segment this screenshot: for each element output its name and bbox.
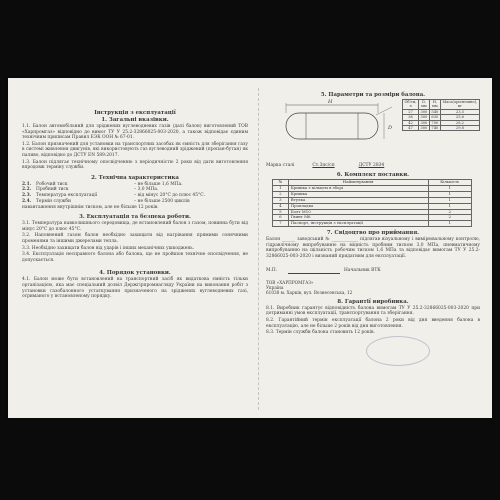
dimensions-cell: 300 [418,126,429,131]
dimensions-header-cell: H, мм [429,100,440,110]
company-country: Україна [266,285,284,291]
section-1-title: 1. Загальні вказівки. [101,117,169,123]
kit-cell: 1 [428,197,471,203]
spec-note: навантаження внутрішнім тиском, але не більше 12 років. [22,204,159,210]
dimensions-cell: 27 [403,109,419,114]
cylinder-figure [266,99,480,155]
kit-cell: 6 [273,215,289,221]
spec-row [22,199,248,205]
left-column [22,88,248,301]
company-address: 61038 м. Харків, вул. Вознесенська, 12 [266,290,353,296]
spec-value: – від мінус 20°С до плюс 45°С. [134,193,205,199]
dimensions-cell: 540 [429,109,440,114]
spec-list [22,182,248,205]
spec-label: Робочий тиск [36,181,68,187]
kit-cell: Болт М10 [288,209,428,215]
kit-cell: 5 [273,209,289,215]
dimensions-cell: 700 [429,120,440,125]
kit-cell: 2 [428,215,471,221]
kit-cell: 1 [428,191,471,197]
dimensions-cell: 300 [418,115,429,120]
dimensions-cell: 300 [418,120,429,125]
kit-cell: 1 [428,185,471,191]
kit-cell: 7 [273,221,289,227]
kit-cell: Прокладка [288,203,428,209]
paragraph-1-3: 1.3. Балон підлягає технічному опосвідченню з періодичністю 2 роки від дати виготовлення впродовж терміну служби. [22,159,248,171]
dimensions-cell: 740 [429,126,440,131]
cylinder-drawing [266,101,396,155]
spec-number: 2.3. [22,193,32,199]
kit-cell: Кришка з кільцем в зборі [288,185,428,191]
section-4-title: 4. Порядок установки. [99,270,171,277]
kit-cell: 3 [273,197,289,203]
steel-standard: ДСТУ 2834 [358,163,385,168]
dimension-d-label: D [388,125,393,131]
kit-table [272,179,472,227]
document-title: Інструкція з експлуатації [94,110,176,116]
company-name: ТОВ «ХАРПРОМГАЗ» [266,279,314,285]
spec-value: – не більше 2500 циклів [134,198,190,204]
kit-cell: Гвинт М6 [288,215,428,221]
paragraph-3-4: 3.4. Експлуатація несправного балона або балона, що не пройшов технічне опосвідчення, не допускається. [22,252,248,263]
paragraph-4-1: 4.1. Балон може бути встановлений на транспортний засіб як видаткова ємність тільки організацією, яка має спеціальний дозвіл Держгірпромнагляду України на виконання робіт з установки газобалонного устаткування призначеного на зріджених вуглеводневих газі, отриманого у встановленому порядку. [22,277,248,300]
paragraph-8-3: 8.3. Термін служби балона становить 12 років. [266,330,375,336]
dimensions-cell: 29,8 [440,126,479,131]
dimensions-header-cell: D, мм [418,100,429,110]
paragraph-8-1: 8.1. Виробник гарантує відповідність балона вимогам ТУ У 25.2-32866025-003-2020 при дотриманні умов експлуатації, транспортування та зберігання. [266,305,480,317]
paragraph-3-1: 3.1. Температура навколишнього середовища, де встановлений балон з газом, повинна бути від мінус 20°С до плюс 45°С. [22,221,248,232]
kit-cell: Паспорт, інструкція з експлуатації [288,221,428,227]
dimensions-header-cell: Об'єм, л [404,100,417,109]
seal-mark: М.П. [266,267,278,273]
steel-grade-label: Марка сталі [266,163,295,168]
kit-cell: 2 [428,209,471,215]
dimensions-cell: 28,2 [440,120,479,125]
spec-label: Пробний тиск [36,187,69,193]
kit-cell: 1 [428,221,471,227]
paragraph-1-1: 1.1. Балон автомобільний для зріджених вуглеводневих газів (далі балон) виготовлений ТОВ «Харпромгаз» відповідно до вимог ТУ У 25.2-32866025-003-2020, а також відповідає єдиним технічним приписам Правил ЕЭК ООН № 67-01. [22,124,248,141]
spec-number: 2.4. [22,198,32,204]
dimensions-cell: 25,6 [440,115,479,120]
paragraph-3-3: 3.3. Необхідно захищати балон від ударів і інших механічних ушкоджень. [22,245,195,251]
dimensions-row [403,126,480,131]
spec-number: 2.1. [22,181,32,187]
acceptance-text: Балон ______ заводський № ____________ підлягав візуальному і вимірювальному контролю, гідравлічному випробуванню на міцність пробним тиском 3,0 МПа, пневматичному випробуванню на щільність робочим тиском 1,6 МПа та відповідає вимогам ТУ У 25.2-32866025-003-2020 і визнаний придатним для експлуатації. [266,237,480,260]
dimensions-cell: 36 [403,115,419,120]
dimension-h-label: H [328,99,333,105]
right-column [266,88,480,337]
kit-row [273,221,472,227]
spec-label: Термін служби [36,198,71,204]
section-8-title: 8. Гарантії виробника. [337,298,409,305]
company-stamp [366,336,430,366]
dimensions-table [402,99,480,131]
steel-grade-value: Ст.3пс/сп [312,163,335,168]
spec-label: Температура експлуатації [36,193,98,199]
dimensions-cell: 630 [429,115,440,120]
signature-line [288,273,340,274]
kit-cell: Кришка [288,191,428,197]
kit-cell: 1 [428,203,471,209]
kit-header-cell: Кількість [428,180,471,186]
instruction-sheet [8,78,492,418]
spec-number: 2.2. [22,187,32,193]
kit-cell: Втулка [288,197,428,203]
spec-value: – не більше 1,6 МПа. [134,181,183,187]
paragraph-1-2: 1.2. Балон призначений для установки на транспортних засобах як ємність для зберігання газу в системі живлення двигунів, які використовують газ вуглеводний зріджений (пропан-бутан) як паливо, відповідно до ДСТУ EN 589:2017. [22,141,248,158]
paragraph-8-2: 8.2. Гарантійний термін експлуатації балона 2 роки від дня введення балона в експлуатацію, але не більше 2 років від дня виготовлення. [266,318,480,329]
dimensions-cell: 42 [403,120,419,125]
section-2-title: 2. Технічна характеристика [91,174,179,181]
kit-header-cell: № [273,180,289,186]
kit-cell: 4 [273,203,289,209]
spec-value: – 3,0 МПа. [134,187,159,193]
dimensions-cell: 23,5 [440,109,479,114]
kit-cell: 2 [273,191,289,197]
section-3-title: 3. Експлуатація та безпека роботи. [79,214,191,221]
fold-divider [258,88,259,410]
section-6-title: 6. Комплект поставки. [336,172,410,178]
kit-cell: 1 [273,185,289,191]
paragraph-3-2: 3.2. Наповнений газом балон необхідно захищати від нагрівання прямими сонячними променями та іншими джерелами тепла. [22,233,248,244]
dimensions-cell: 300 [418,109,429,114]
dimensions-cell: 47 [403,126,419,131]
signature-row [266,268,480,274]
section-5-title: 5. Параметри та розміри балона. [320,92,426,98]
kit-header-cell: Найменування [288,180,428,186]
signature-label: Начальник ВТК [344,267,381,273]
section-7-title: 7. Свідоцтво про приймання. [326,230,420,237]
dimensions-header-cell: Маса(орієнтовно), кг [440,100,479,110]
